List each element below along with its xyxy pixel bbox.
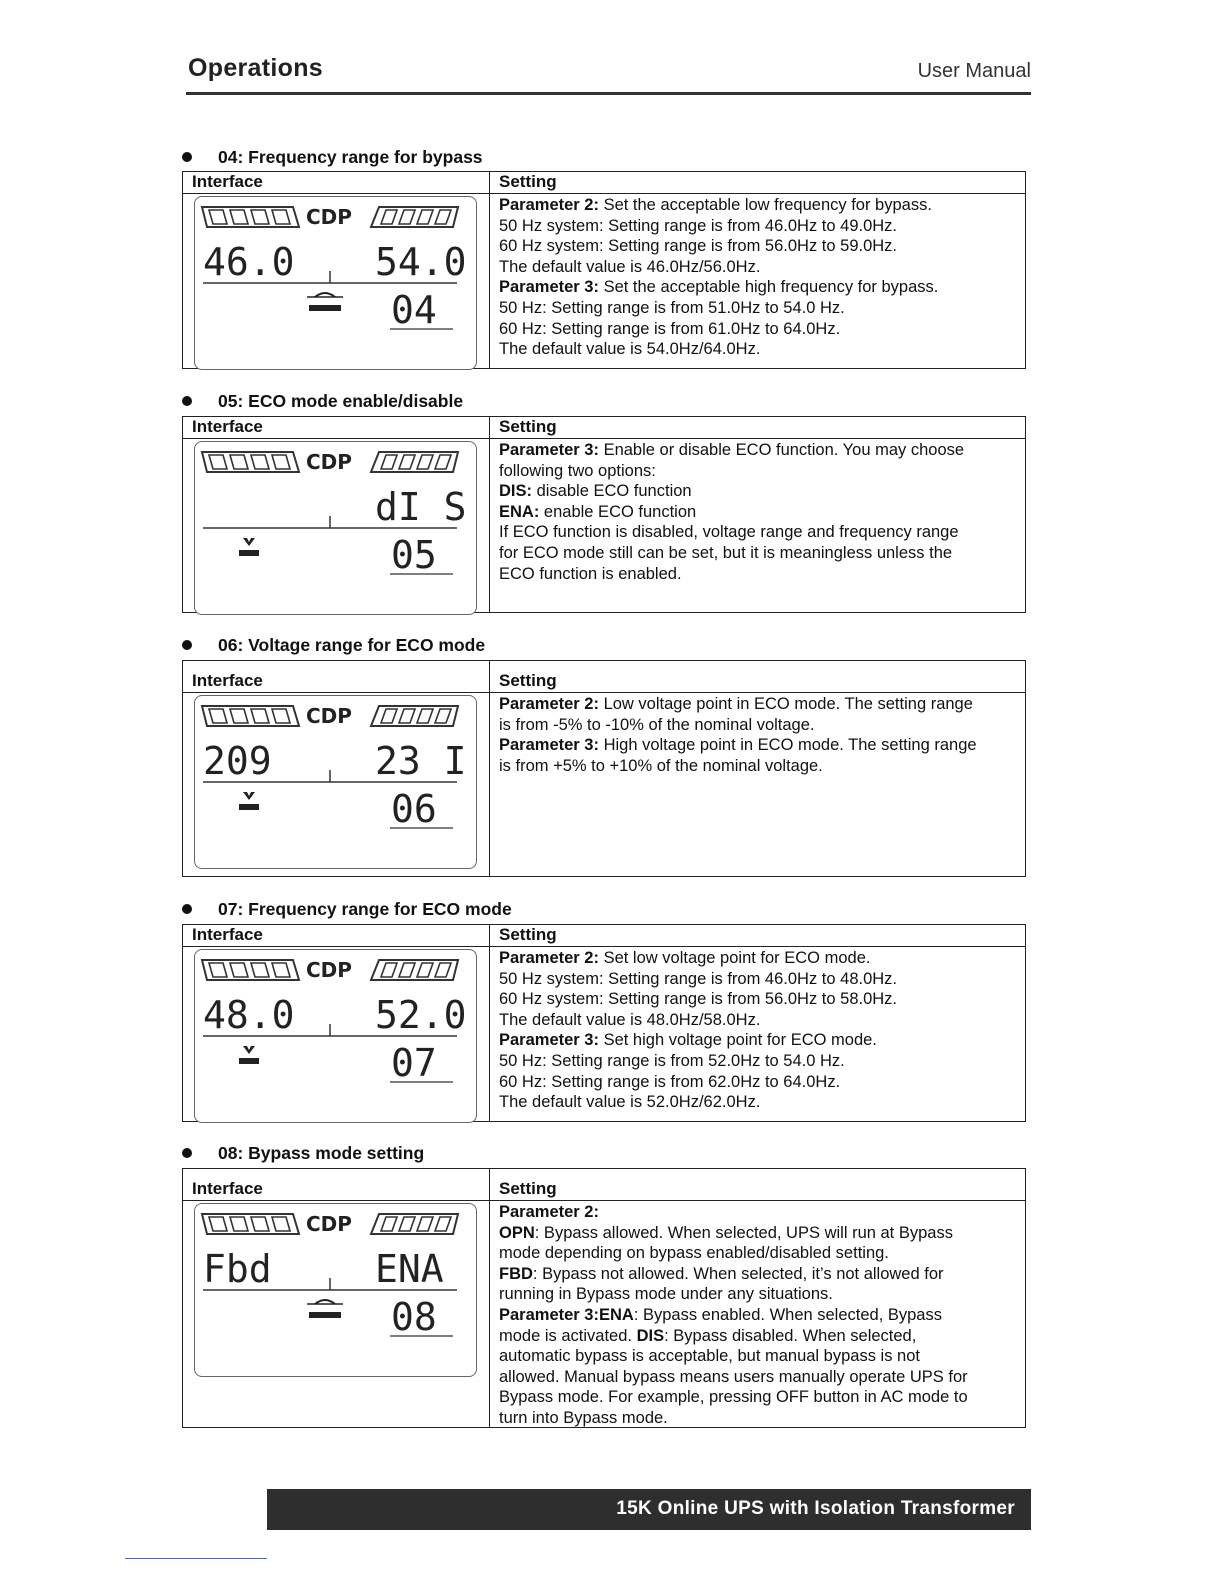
description-line: is from +5% to +10% of the nominal voltage. — [499, 756, 823, 775]
lcd-logo: CDP — [306, 1212, 352, 1236]
description-line: mode is activated. DIS: Bypass disabled. When selected, — [499, 1326, 917, 1345]
lcd-right-value: 52.0 — [375, 993, 467, 1037]
description-line: automatic bypass is acceptable, but manual bypass is not — [499, 1347, 920, 1366]
settings-table — [182, 660, 1026, 877]
lcd-display — [194, 1203, 477, 1377]
description-line: The default value is 46.0Hz/56.0Hz. — [499, 257, 761, 276]
bypass-icon — [307, 1300, 343, 1318]
description-line: following two options: — [499, 461, 656, 480]
description-line: ECO function is enabled. — [499, 564, 682, 583]
description-line: 60 Hz: Setting range is from 62.0Hz to 64.0Hz. — [499, 1072, 841, 1091]
description-line: Bypass mode. For example, pressing OFF button in AC mode to — [499, 1388, 968, 1407]
lcd-right-value: ENA — [375, 1247, 444, 1291]
table-header-row — [183, 661, 1025, 693]
interface-header: Interface — [192, 417, 263, 436]
column-divider — [489, 925, 490, 1121]
column-divider — [489, 417, 490, 612]
lcd-graphic — [195, 197, 475, 371]
lcd-display — [194, 441, 477, 615]
lcd-logo: CDP — [306, 450, 352, 474]
bypass-icon — [307, 293, 343, 311]
description-line: The default value is 54.0Hz/64.0Hz. — [499, 340, 761, 359]
interface-header: Interface — [192, 671, 263, 690]
description-line: DIS: disable ECO function — [499, 482, 692, 501]
description-line: mode depending on bypass enabled/disabled setting. — [499, 1244, 889, 1263]
bullet-icon — [182, 396, 192, 406]
description-line: The default value is 48.0Hz/58.0Hz. — [499, 1010, 761, 1029]
description-line: turn into Bypass mode. — [499, 1408, 668, 1427]
description-line: for ECO mode still can be set, but it is meaningless unless the — [499, 543, 953, 562]
lcd-top-bar — [202, 704, 458, 728]
settings-table — [182, 1168, 1026, 1428]
lcd-top-bar — [202, 958, 458, 982]
eco-icon — [239, 792, 259, 810]
section-heading — [182, 146, 483, 168]
description-line: Parameter 3: Set high voltage point for ECO mode. — [499, 1031, 877, 1050]
eco-icon — [239, 1046, 259, 1064]
bullet-icon — [182, 904, 192, 914]
lcd-code: 07 — [391, 1041, 437, 1085]
lcd-graphic — [195, 950, 475, 1124]
section-heading — [182, 634, 485, 656]
settings-table — [182, 416, 1026, 613]
description-line: Parameter 2: Set low voltage point for ECO mode. — [499, 949, 871, 967]
eco-icon — [239, 538, 259, 556]
lcd-display — [194, 695, 477, 869]
lcd-top-bar — [202, 205, 458, 229]
setting-description — [499, 440, 1019, 584]
lcd-left-value: 48.0 — [203, 993, 295, 1037]
setting-description — [499, 1202, 1019, 1429]
lcd-right-value: 54.0 — [375, 240, 467, 284]
setting-description — [499, 195, 1019, 360]
interface-header: Interface — [192, 172, 263, 191]
section-heading-text: 05: ECO mode enable/disable — [218, 391, 464, 411]
interface-header: Interface — [192, 925, 263, 944]
description-line: Parameter 2: — [499, 1203, 599, 1221]
description-line: Parameter 3: Set the acceptable high frequency for bypass. — [499, 278, 939, 297]
table-header-row — [183, 172, 1025, 194]
description-line: 60 Hz: Setting range is from 61.0Hz to 64.0Hz. — [499, 319, 841, 338]
description-line: The default value is 52.0Hz/62.0Hz. — [499, 1093, 761, 1112]
footer-title: 15K Online UPS with Isolation Transformer — [616, 1498, 1015, 1519]
section-heading-text: 07: Frequency range for ECO mode — [218, 899, 512, 919]
lcd-code: 05 — [391, 533, 437, 577]
description-line: 50 Hz: Setting range is from 52.0Hz to 54.0 Hz. — [499, 1051, 845, 1070]
settings-table — [182, 171, 1026, 369]
table-header-row — [183, 417, 1025, 439]
section-heading — [182, 390, 463, 412]
description-line: Parameter 3: Enable or disable ECO function. You may choose — [499, 441, 965, 459]
setting-header: Setting — [499, 417, 557, 436]
description-line: Parameter 2: Low voltage point in ECO mode. The setting range — [499, 695, 973, 713]
lcd-graphic — [195, 696, 475, 870]
setting-description — [499, 694, 1019, 776]
column-divider — [489, 661, 490, 876]
lcd-right-value: 23 I — [375, 739, 467, 783]
column-divider — [489, 172, 490, 368]
lcd-code: 04 — [391, 288, 437, 332]
description-line: allowed. Manual bypass means users manually operate UPS for — [499, 1367, 968, 1386]
table-header-row — [183, 1169, 1025, 1201]
setting-header: Setting — [499, 172, 557, 191]
interface-header: Interface — [192, 1179, 263, 1198]
bullet-icon — [182, 640, 192, 650]
setting-header: Setting — [499, 671, 557, 690]
page-title: Operations — [188, 54, 323, 82]
description-line: 60 Hz system: Setting range is from 56.0Hz to 59.0Hz. — [499, 237, 898, 256]
settings-table — [182, 924, 1026, 1122]
column-divider — [489, 1169, 490, 1427]
footer-link-line — [125, 1558, 267, 1559]
description-line: Parameter 3: High voltage point in ECO mode. The setting range — [499, 736, 977, 755]
setting-header: Setting — [499, 1179, 557, 1198]
section-heading-text: 04: Frequency range for bypass — [218, 147, 483, 167]
manual-label: User Manual — [917, 60, 1031, 82]
lcd-display — [194, 949, 477, 1123]
table-header-row — [183, 925, 1025, 947]
description-line: FBD: Bypass not allowed. When selected, it’s not allowed for — [499, 1264, 944, 1283]
section-heading — [182, 898, 512, 920]
description-line: 50 Hz system: Setting range is from 46.0Hz to 49.0Hz. — [499, 216, 898, 235]
bullet-icon — [182, 152, 192, 162]
lcd-graphic — [195, 442, 475, 616]
lcd-right-value: dI S — [375, 485, 467, 529]
section-heading-text: 06: Voltage range for ECO mode — [218, 635, 486, 655]
setting-description — [499, 948, 1019, 1113]
description-line: 60 Hz system: Setting range is from 56.0Hz to 58.0Hz. — [499, 990, 898, 1009]
description-line: Parameter 3:ENA: Bypass enabled. When selected, Bypass — [499, 1305, 942, 1324]
description-line: is from -5% to -10% of the nominal voltage. — [499, 715, 815, 734]
lcd-top-bar — [202, 450, 458, 474]
lcd-left-value: 209 — [203, 739, 272, 783]
lcd-logo: CDP — [306, 205, 352, 229]
lcd-code: 06 — [391, 787, 437, 831]
bullet-icon — [182, 1148, 192, 1158]
section-heading — [182, 1142, 424, 1164]
setting-header: Setting — [499, 925, 557, 944]
lcd-display — [194, 196, 477, 370]
page-header — [186, 52, 1031, 95]
lcd-code: 08 — [391, 1295, 437, 1339]
description-line: If ECO function is disabled, voltage range and frequency range — [499, 523, 959, 542]
lcd-logo: CDP — [306, 704, 352, 728]
page-footer — [267, 1489, 1031, 1530]
lcd-left-value: Fbd — [203, 1247, 272, 1291]
lcd-top-bar — [202, 1212, 458, 1236]
lcd-graphic — [195, 1204, 475, 1378]
description-line: OPN: Bypass allowed. When selected, UPS will run at Bypass — [499, 1223, 953, 1242]
description-line: Parameter 2: Set the acceptable low frequency for bypass. — [499, 196, 932, 214]
description-line: 50 Hz: Setting range is from 51.0Hz to 54.0 Hz. — [499, 298, 845, 317]
description-line: ENA: enable ECO function — [499, 502, 697, 521]
lcd-logo: CDP — [306, 958, 352, 982]
description-line: running in Bypass mode under any situations. — [499, 1285, 833, 1304]
section-heading-text: 08: Bypass mode setting — [218, 1143, 425, 1163]
description-line: 50 Hz system: Setting range is from 46.0Hz to 48.0Hz. — [499, 969, 898, 988]
lcd-left-value: 46.0 — [203, 240, 295, 284]
